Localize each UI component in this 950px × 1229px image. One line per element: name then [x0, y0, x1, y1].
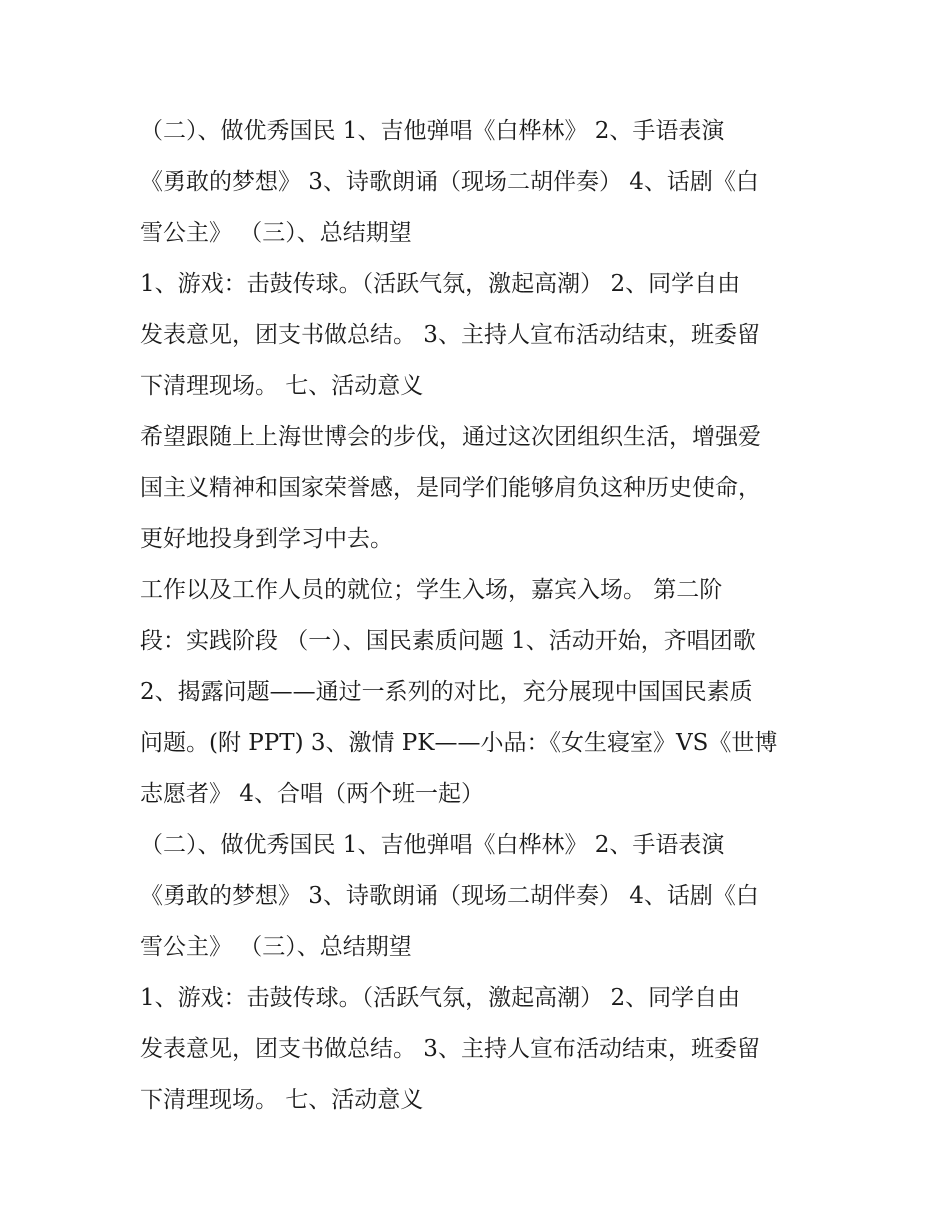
text-line: 1、游戏：击鼓传球。（活跃气氛，激起高潮） 2、同学自由 — [140, 985, 741, 1011]
text-line: 下清理现场。 七、活动意义 — [140, 1087, 424, 1113]
text-line: 希望跟随上上海世博会的步伐，通过这次团组织生活，增强爱 — [140, 424, 761, 450]
text-line: 更好地投身到学习中去。 — [140, 526, 393, 552]
text-line: 下清理现场。 七、活动意义 — [140, 373, 424, 399]
text-line: 问题。(附 PPT) 3、激情 PK——小品：《女生寝室》VS《世博 — [140, 730, 778, 756]
text-line: 1、游戏：击鼓传球。（活跃气氛，激起高潮） 2、同学自由 — [140, 271, 741, 297]
text-line: 雪公主》 （三）、总结期望 — [140, 934, 412, 960]
text-line: 《勇敢的梦想》 3、诗歌朗诵（现场二胡伴奏） 4、话剧《白 — [140, 169, 759, 195]
text-line: 国主义精神和国家荣誉感，是同学们能够肩负这种历史使命， — [140, 475, 761, 501]
text-line: 志愿者》 4、合唱（两个班一起） — [140, 781, 484, 807]
text-line: 工作以及工作人员的就位；学生入场，嘉宾入场。 第二阶 — [140, 577, 723, 603]
text-line: 雪公主》 （三）、总结期望 — [140, 220, 412, 246]
document-body — [140, 106, 820, 1126]
text-line: 2、揭露问题——通过一系列的对比，充分展现中国国民素质 — [140, 679, 753, 705]
text-line: 发表意见，团支书做总结。 3、主持人宣布活动结束，班委留 — [140, 322, 760, 348]
text-line: 发表意见，团支书做总结。 3、主持人宣布活动结束，班委留 — [140, 1036, 760, 1062]
text-line: （二）、做优秀国民 1、吉他弹唱《白桦林》 2、手语表演 — [140, 832, 725, 858]
text-line: （二）、做优秀国民 1、吉他弹唱《白桦林》 2、手语表演 — [140, 118, 725, 144]
text-line: 《勇敢的梦想》 3、诗歌朗诵（现场二胡伴奏） 4、话剧《白 — [140, 883, 759, 909]
text-line: 段：实践阶段 （一）、国民素质问题 1、活动开始，齐唱团歌 — [140, 628, 756, 654]
